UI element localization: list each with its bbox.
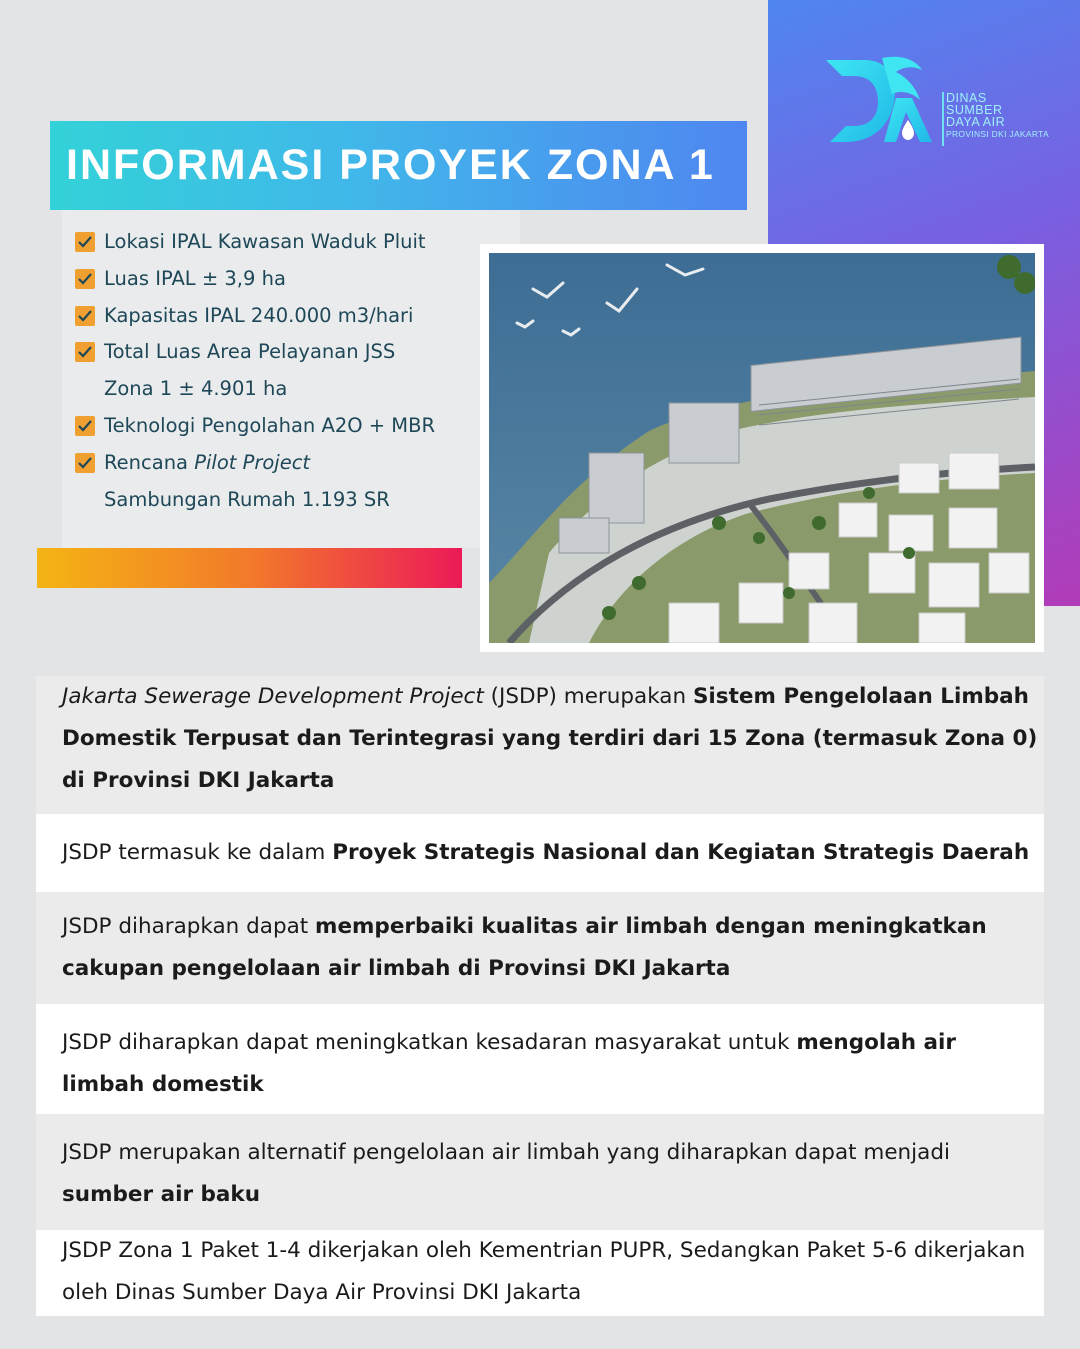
statement-italic: Jakarta Sewerage Development Project: [62, 684, 484, 709]
statement-text: JSDP diharapkan dapat: [62, 914, 316, 939]
info-item-text: Zona 1 ± 4.901 ha: [104, 377, 288, 401]
dsda-logo-mark-icon: [824, 54, 936, 146]
logo-line-small: PROVINSI DKI JAKARTA: [946, 129, 1049, 139]
info-item: [62, 445, 520, 482]
statement-text: JSDP termasuk ke dalam: [62, 840, 333, 865]
project-info-list: [62, 210, 520, 548]
info-item-text: Teknologi Pengolahan A2O + MBR: [104, 413, 436, 437]
checkmark-icon: [75, 342, 95, 362]
info-item: [62, 224, 520, 261]
logo-divider: [942, 92, 944, 146]
info-item: [62, 261, 520, 298]
checkmark-icon: [75, 269, 95, 289]
checkmark-icon: [75, 232, 95, 252]
logo-line: DAYA AIR: [946, 115, 1006, 129]
statement-text: (JSDP) merupakan: [483, 684, 693, 709]
statement-bold: Proyek Strategis Nasional dan Kegiatan Strategis Daerah: [332, 840, 1030, 865]
ipal-aerial-image: [480, 244, 1044, 652]
checkmark-icon: [75, 453, 95, 473]
info-item-continuation: [62, 371, 520, 408]
info-item-text: Luas IPAL ± 3,9 ha: [104, 266, 286, 290]
info-item: [62, 298, 520, 335]
info-item-text: Lokasi IPAL Kawasan Waduk Pluit: [104, 230, 426, 253]
logo-line: DINAS: [946, 91, 987, 105]
statement-block: [36, 1004, 1044, 1114]
statement-block: [36, 676, 1044, 814]
logo-text: [946, 92, 1049, 140]
title-banner: [50, 121, 747, 210]
info-item: [62, 408, 520, 445]
dinas-sda-logo: [824, 54, 1064, 154]
statement-bold: memperbaiki kualitas air limbah dengan meningkatkan cakupan pengelolaan air limbah di Provinsi DKI Jakarta: [62, 914, 987, 981]
info-item-italic: Pilot Project: [194, 450, 311, 474]
info-item: [62, 334, 520, 371]
statement-block: [36, 1114, 1044, 1230]
checkmark-icon: [75, 416, 95, 436]
info-item-text: Rencana Pilot Project: [104, 450, 311, 474]
info-item-text: Kapasitas IPAL 240.000 m3/hari: [104, 303, 414, 327]
statement-bold: mengolah air limbah domestik: [62, 1030, 957, 1097]
statement-block: [36, 1230, 1044, 1316]
statement-text: JSDP Zona 1 Paket 1-4 dikerjakan oleh Kementrian PUPR, Sedangkan Paket 5-6 dikerjakan oleh Dinas Sumber Daya Air Provinsi DKI Jakarta: [62, 1238, 1026, 1305]
info-item-text: Total Luas Area Pelayanan JSS: [104, 340, 396, 364]
statement-text: JSDP merupakan alternatif pengelolaan air limbah yang diharapkan dapat menjadi: [62, 1140, 950, 1165]
accent-gradient-bar: [37, 548, 462, 588]
aerial-render-illustration: [489, 253, 1035, 643]
page-title: INFORMASI PROYEK ZONA 1: [66, 141, 715, 189]
statement-block: [36, 814, 1044, 892]
checkmark-icon: [75, 306, 95, 326]
statement-text: JSDP diharapkan dapat meningkatkan kesadaran masyarakat untuk: [62, 1030, 797, 1055]
logo-line: SUMBER: [946, 103, 1003, 117]
statement-bold: sumber air baku: [62, 1182, 261, 1207]
info-item-text: Sambungan Rumah 1.193 SR: [104, 487, 390, 511]
info-item-continuation: [62, 482, 520, 519]
statement-bold: Sistem Pengelolaan Limbah Domestik Terpusat dan Terintegrasi yang terdiri dari 15 Zona (termasuk Zona 0) di Provinsi DKI Jakarta: [62, 684, 1038, 793]
statement-block: [36, 892, 1044, 1004]
